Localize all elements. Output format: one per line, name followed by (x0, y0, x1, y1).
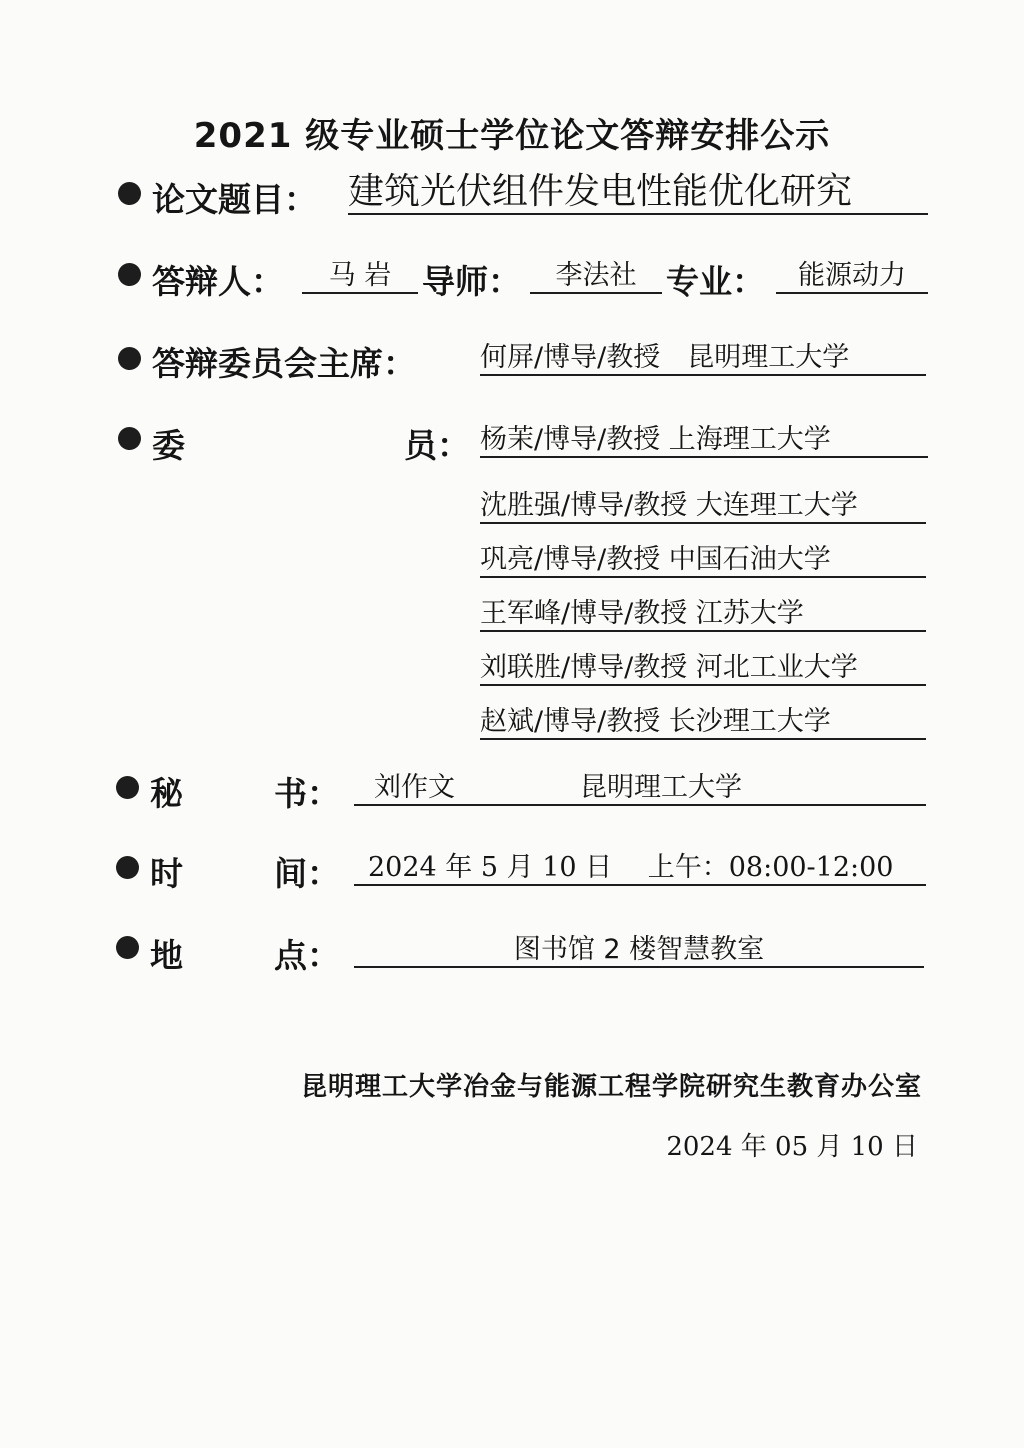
bullet-time (116, 856, 139, 879)
place-label-a: 地 (150, 936, 183, 975)
bullet-secretary (116, 776, 139, 799)
secretary-value (354, 772, 926, 806)
place-label-b: 点： (274, 936, 340, 975)
bullet-chair (118, 347, 141, 370)
candidate-value: 马 岩 (302, 260, 418, 294)
member-item: 杨茉/博导/教授 上海理工大学 (480, 424, 928, 458)
member-item: 沈胜强/博导/教授 大连理工大学 (480, 490, 926, 524)
issuing-office: 昆明理工大学冶金与能源工程学院研究生教育办公室 (300, 1072, 922, 1102)
secretary-label-a: 秘 (150, 774, 183, 813)
bullet-members (118, 427, 141, 450)
members-label-a: 委 (152, 426, 185, 465)
issue-date: 2024 年 05 月 10 日 (666, 1132, 918, 1162)
member-item: 巩亮/博导/教授 中国石油大学 (480, 544, 926, 578)
member-item: 赵斌/博导/教授 长沙理工大学 (480, 706, 926, 740)
bullet-candidate (118, 263, 141, 286)
bullet-place (116, 936, 139, 959)
advisor-value: 李法社 (530, 260, 662, 294)
time-value: 2024 年 5 月 10 日 上午：08:00-12:00 (354, 852, 926, 886)
secretary-label-b: 书： (274, 774, 340, 813)
major-value: 能源动力 (776, 260, 928, 294)
major-label: 专业： (666, 262, 765, 301)
bullet-topic (118, 182, 141, 205)
chair-label: 答辩委员会主席： (152, 344, 416, 383)
topic-label: 论文题目： (152, 180, 317, 219)
page-title: 2021 级专业硕士学位论文答辩安排公示 (193, 116, 831, 156)
chair-value: 何屏/博导/教授 昆明理工大学 (480, 342, 926, 376)
member-item: 刘联胜/博导/教授 河北工业大学 (480, 652, 926, 686)
place-value: 图书馆 2 楼智慧教室 (354, 934, 924, 968)
member-item: 王军峰/博导/教授 江苏大学 (480, 598, 926, 632)
time-label-a: 时 (150, 854, 183, 893)
topic-value: 建筑光伏组件发电性能优化研究 (348, 170, 928, 215)
members-label-b: 员： (404, 426, 470, 465)
time-label-b: 间： (274, 854, 340, 893)
candidate-label: 答辩人： (152, 262, 284, 301)
secretary-org: 昆明理工大学 (580, 772, 742, 803)
advisor-label: 导师： (422, 262, 521, 301)
secretary-name: 刘作文 (374, 772, 455, 803)
